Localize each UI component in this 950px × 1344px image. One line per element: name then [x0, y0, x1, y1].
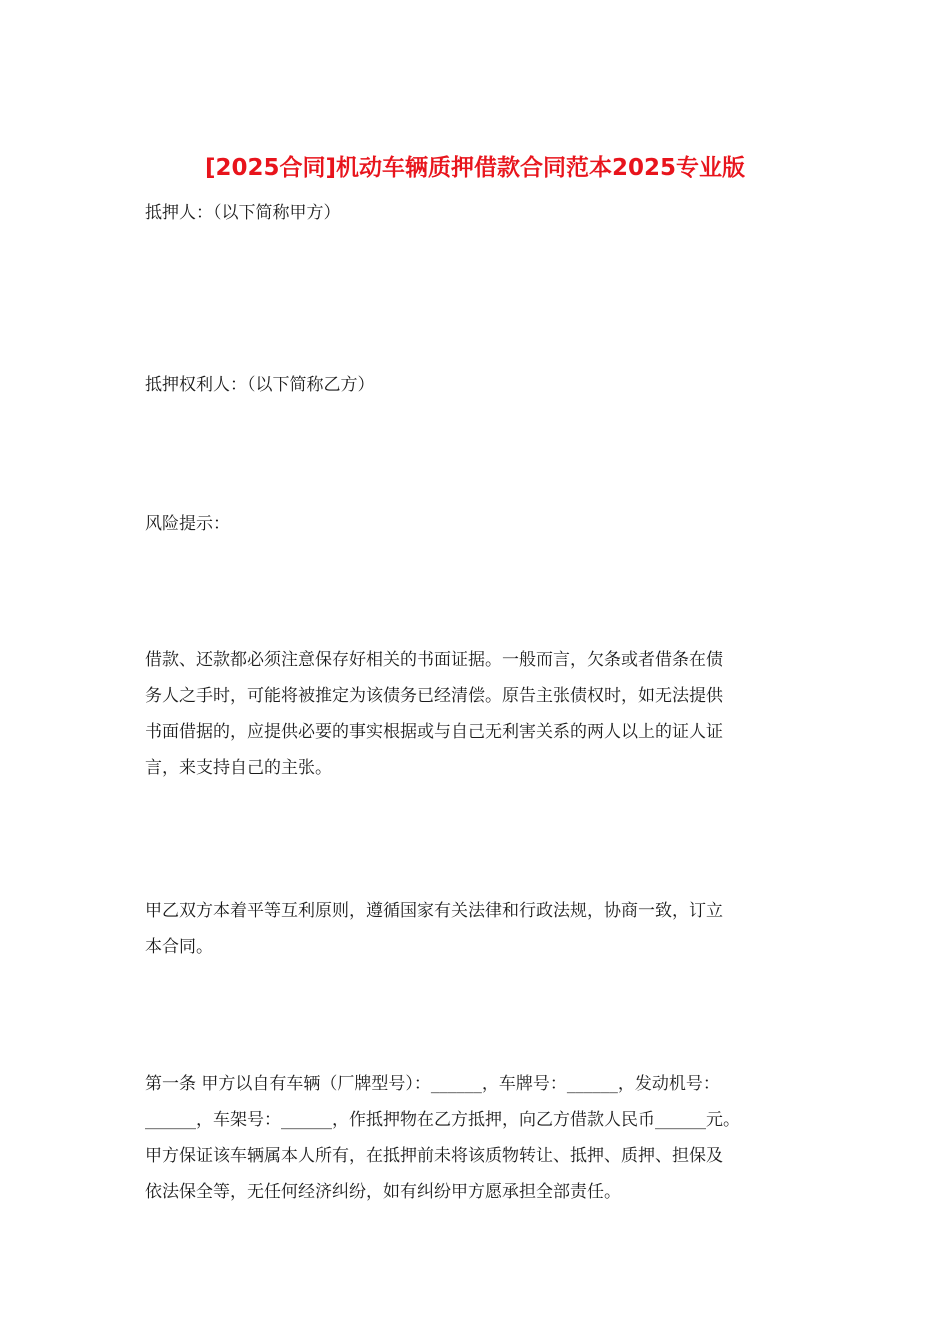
risk-paragraph [145, 642, 810, 786]
risk-line: 言，来支持自己的主张。 [145, 758, 332, 778]
party-a-line: 抵押人：（以下简称甲方） [145, 203, 341, 223]
article-1-line: 依法保全等，无任何经济纠纷，如有纠纷甲方愿承担全部责任。 [145, 1182, 621, 1202]
document-title: [2025合同]机动车辆质押借款合同范本2025专业版 [204, 155, 746, 181]
party-b-line: 抵押权利人：（以下简称乙方） [145, 375, 375, 395]
risk-line: 书面借据的，应提供必要的事实根据或与自己无利害关系的两人以上的证人证 [145, 722, 723, 742]
article-1-paragraph [145, 1066, 810, 1210]
preamble-line: 本合同。 [145, 937, 213, 957]
risk-line: 务人之手时，可能将被推定为该债务已经清偿。原告主张债权时，如无法提供 [145, 686, 723, 706]
risk-heading: 风险提示： [145, 514, 230, 534]
preamble-line: 甲乙双方本着平等互利原则，遵循国家有关法律和行政法规，协商一致，订立 [145, 901, 723, 921]
article-1-line: ______，车架号：______，作抵押物在乙方抵押，向乙方借款人民币______元。 [145, 1110, 740, 1130]
article-1-line: 甲方保证该车辆属本人所有，在抵押前未将该质物转让、抵押、质押、担保及 [145, 1146, 723, 1166]
risk-line: 借款、还款都必须注意保存好相关的书面证据。一般而言，欠条或者借条在债 [145, 650, 723, 670]
article-1-line: 第一条 甲方以自有车辆（厂牌型号）：______，车牌号：______，发动机号： [145, 1074, 720, 1094]
preamble-paragraph [145, 893, 810, 965]
